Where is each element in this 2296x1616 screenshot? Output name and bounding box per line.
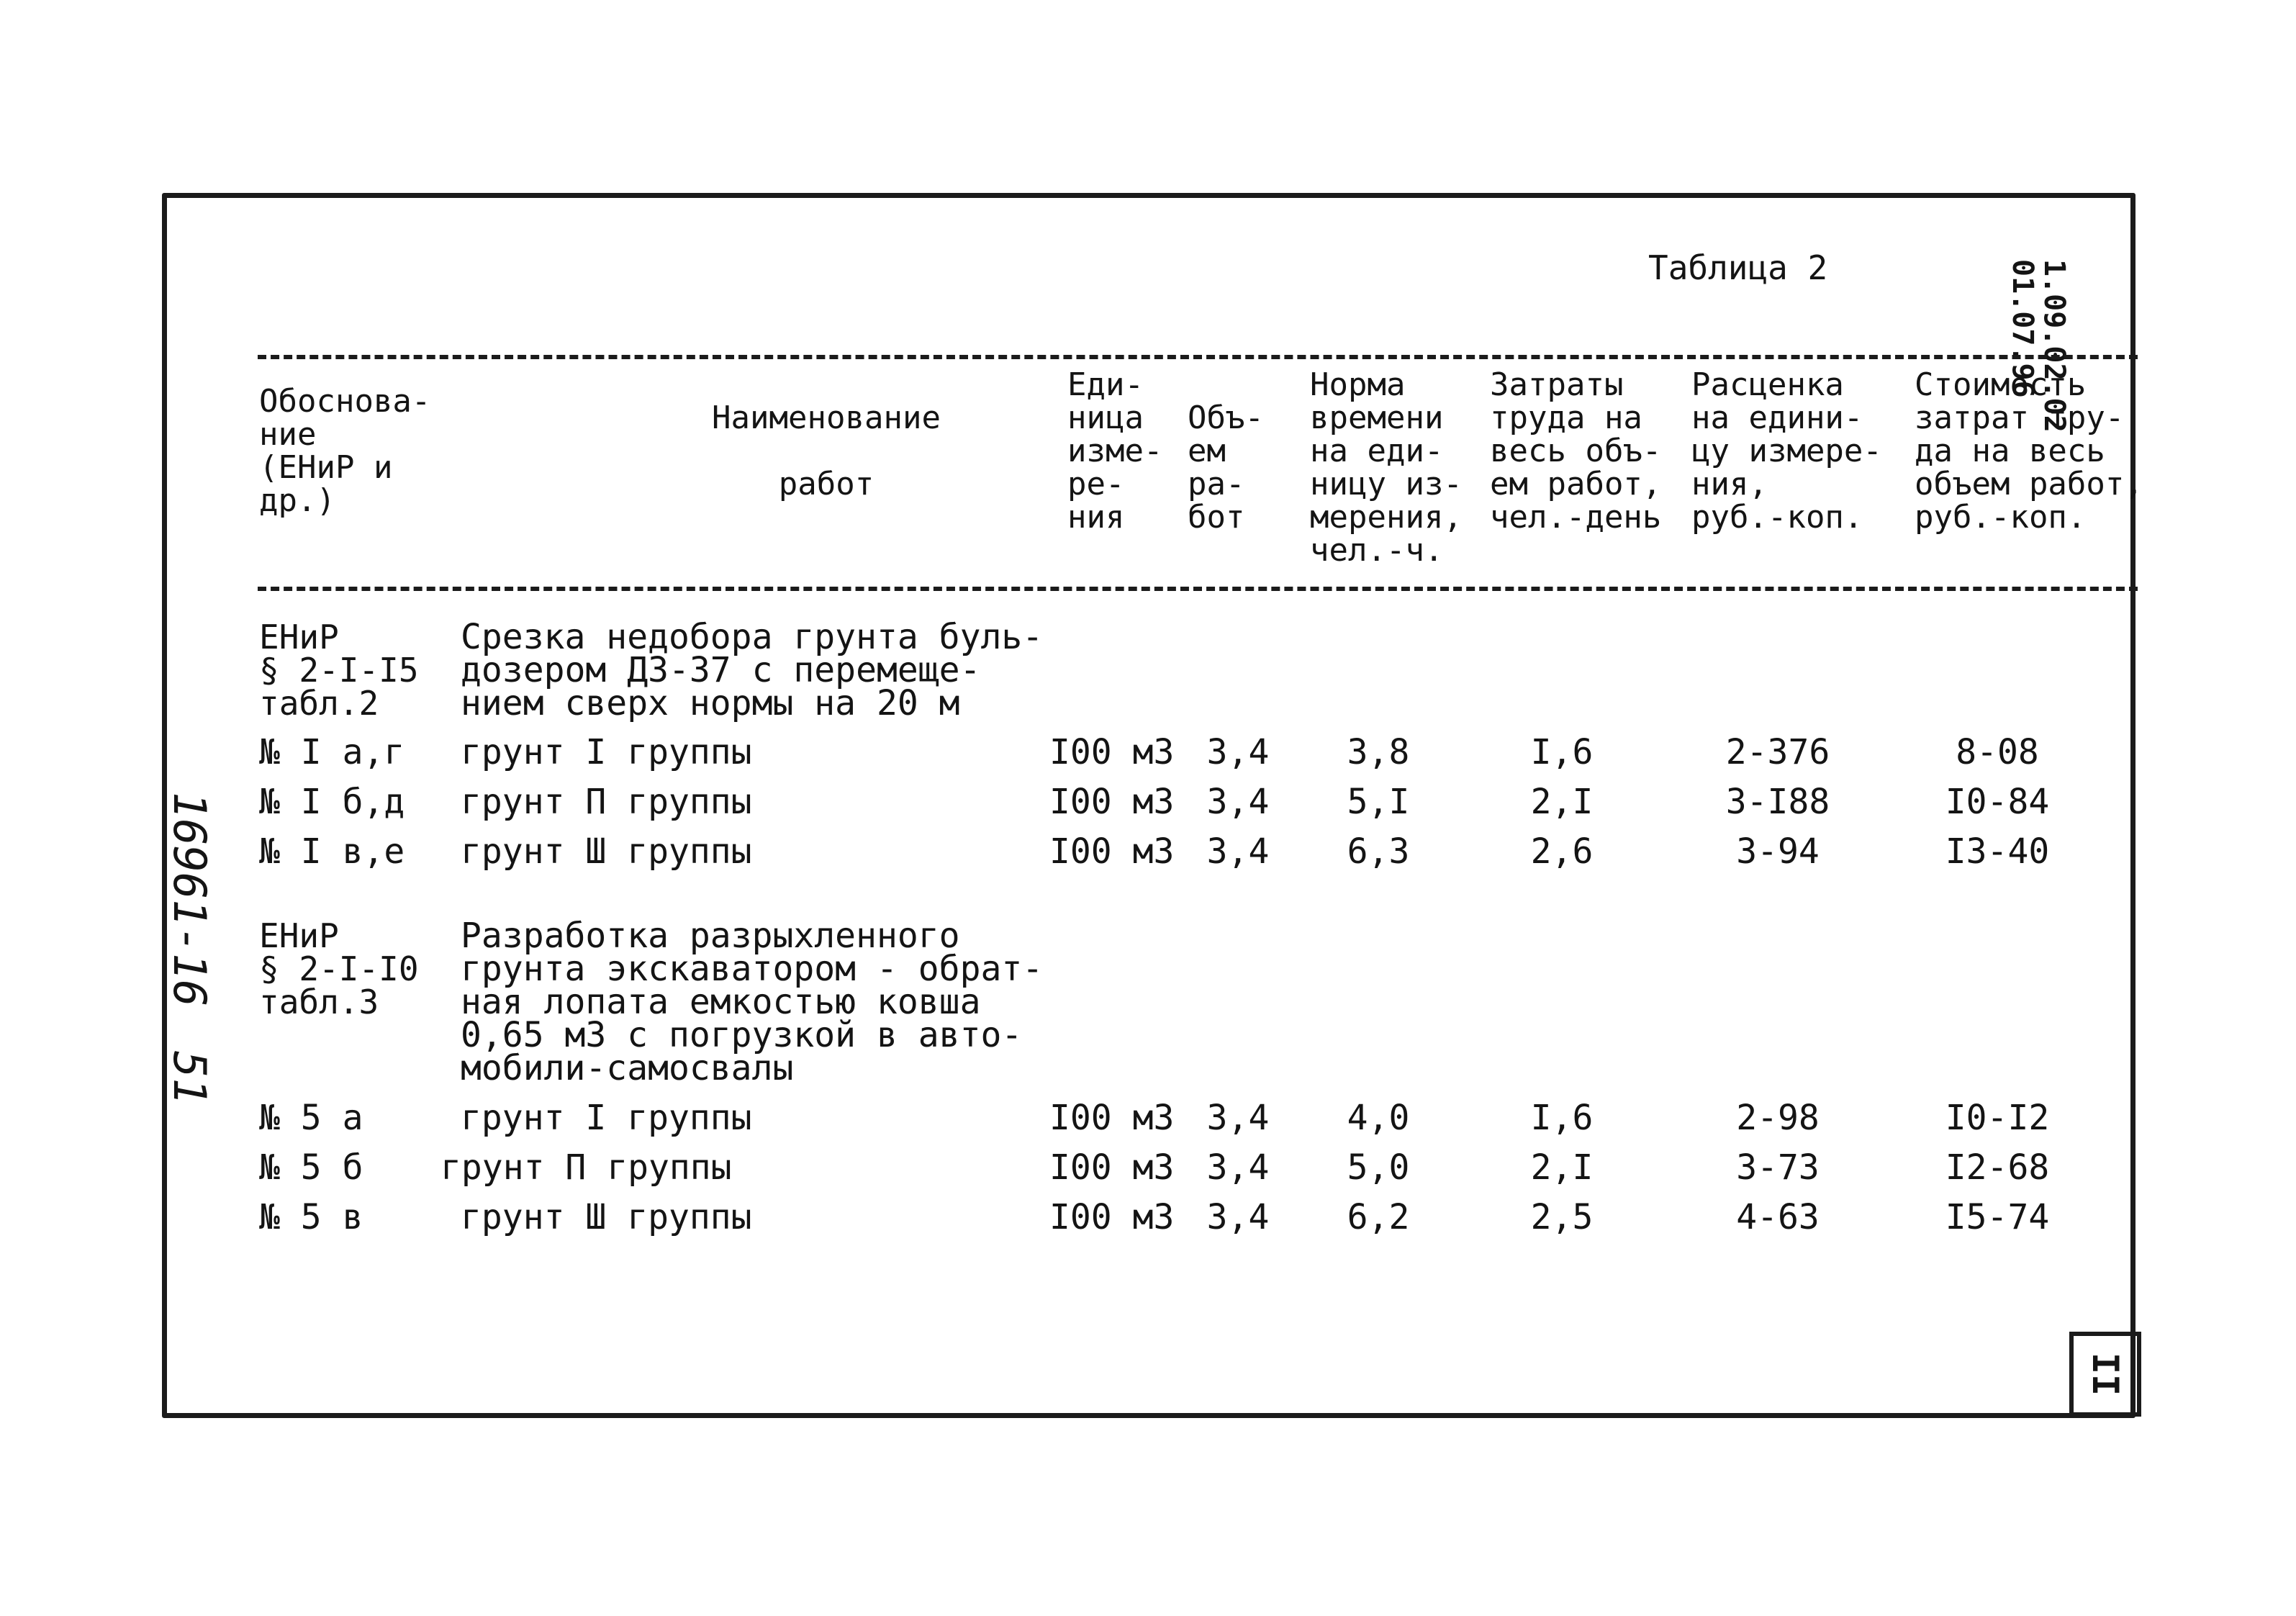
header-line: ния, xyxy=(1691,466,1768,502)
header-line: ницу из- xyxy=(1310,466,1463,502)
basis-line: табл.2 xyxy=(259,684,379,723)
header-line: Наименование xyxy=(712,400,941,436)
description-line: Срезка недобора грунта буль- xyxy=(461,617,1044,657)
header-line: ние xyxy=(259,416,317,453)
page-number: II xyxy=(2084,1352,2126,1396)
row-cost: I0-I2 xyxy=(1945,1098,2050,1138)
header-cost xyxy=(1915,366,2143,536)
row-norm: 6,3 xyxy=(1347,831,1410,872)
row-rate: 4-63 xyxy=(1736,1197,1820,1237)
row-ref: № 5 а xyxy=(259,1098,363,1138)
section-description xyxy=(461,617,1044,723)
row-name: грунт Ш группы xyxy=(461,1197,752,1237)
row-name: грунт Ш группы xyxy=(461,831,752,872)
row-name: грунт П группы xyxy=(440,1147,732,1188)
header-line: ния xyxy=(1067,499,1125,536)
row-rate: 3-73 xyxy=(1736,1147,1820,1188)
row-cost: I5-74 xyxy=(1945,1197,2050,1237)
header-line: Стоимость xyxy=(1915,366,2087,403)
row-cost: 8-08 xyxy=(1956,732,2039,772)
row-rate: 3-94 xyxy=(1736,831,1820,872)
row-volume: 3,4 xyxy=(1206,1197,1270,1237)
basis-line: ЕНиР xyxy=(259,618,339,656)
page-number-box xyxy=(2069,1332,2141,1417)
row-unit: I00 м3 xyxy=(1049,1197,1175,1237)
row-name: грунт I группы xyxy=(461,1098,752,1138)
header-line: ем xyxy=(1188,433,1226,469)
row-ref: № I б,д xyxy=(259,782,405,822)
row-norm: 4,0 xyxy=(1347,1098,1410,1138)
header-rate xyxy=(1691,366,1882,536)
row-cost: I3-40 xyxy=(1945,831,2050,872)
row-unit: I00 м3 xyxy=(1049,831,1175,872)
header-top-divider xyxy=(258,355,2138,359)
section-basis xyxy=(259,916,419,1021)
row-labor: I,6 xyxy=(1530,1098,1594,1138)
description-line: 0,65 м3 с погрузкой в авто- xyxy=(461,1015,1023,1055)
header-line: ница xyxy=(1067,400,1144,436)
basis-line: § 2-I-I0 xyxy=(259,949,419,988)
header-line: Расценка xyxy=(1691,366,1844,403)
row-ref: № 5 в xyxy=(259,1197,363,1237)
row-unit: I00 м3 xyxy=(1049,1147,1175,1188)
row-volume: 3,4 xyxy=(1206,782,1270,822)
header-line: цу измере- xyxy=(1691,433,1882,469)
row-rate: 2-98 xyxy=(1736,1098,1820,1138)
document-stamp xyxy=(2006,259,2071,433)
header-line: ре- xyxy=(1067,466,1125,502)
header-line: руб.-коп. xyxy=(1691,499,1863,536)
margin-note: 51 xyxy=(163,1051,216,1105)
section-basis xyxy=(259,618,419,723)
row-norm: 5,0 xyxy=(1347,1147,1410,1188)
row-cost: I0-84 xyxy=(1945,782,2050,822)
row-name: грунт П группы xyxy=(461,782,752,822)
header-line: времени xyxy=(1310,400,1444,436)
basis-line: ЕНиР xyxy=(259,916,339,955)
header-line: весь объ- xyxy=(1490,433,1662,469)
row-volume: 3,4 xyxy=(1206,831,1270,872)
header-line: руб.-коп. xyxy=(1915,499,2087,536)
header-volume xyxy=(1188,402,1264,534)
stamp-line: 01.07.96 xyxy=(2006,259,2039,398)
description-line: Разработка разрыхленного xyxy=(461,916,960,956)
row-labor: 2,5 xyxy=(1530,1197,1594,1237)
header-line: объем работ, xyxy=(1915,466,2143,502)
row-labor: 2,6 xyxy=(1530,831,1594,872)
table-title: Таблица 2 xyxy=(1648,248,1828,287)
description-line: грунта экскаватором - обрат- xyxy=(461,949,1044,989)
description-line: нием сверх нормы на 20 м xyxy=(461,683,960,723)
description-line: дозером ДЗ-37 с перемеще- xyxy=(461,650,981,690)
header-line: Затраты xyxy=(1490,366,1624,403)
header-line: затрат тру- xyxy=(1915,400,2125,436)
header-line: на едини- xyxy=(1691,400,1863,436)
header-line: бот xyxy=(1188,499,1245,536)
row-norm: 3,8 xyxy=(1347,732,1410,772)
header-line: на еди- xyxy=(1310,433,1444,469)
row-labor: 2,I xyxy=(1530,1147,1594,1188)
header-bottom-divider xyxy=(258,587,2138,591)
header-line: ра- xyxy=(1188,466,1245,502)
row-unit: I00 м3 xyxy=(1049,732,1175,772)
row-ref: № 5 б xyxy=(259,1147,363,1188)
header-line: Объ- xyxy=(1188,400,1264,436)
header-line: ем работ, xyxy=(1490,466,1662,502)
row-rate: 2-376 xyxy=(1725,732,1830,772)
basis-line: § 2-I-I5 xyxy=(259,651,419,690)
header-unit xyxy=(1067,366,1163,536)
header-line: да на весь xyxy=(1915,433,2105,469)
stamp-line: 1.09.02.02 xyxy=(2038,259,2071,433)
basis-line: табл.3 xyxy=(259,983,379,1021)
row-ref: № I в,е xyxy=(259,831,405,872)
header-norm xyxy=(1310,366,1463,569)
header-line: Еди- xyxy=(1067,366,1144,403)
row-rate: 3-I88 xyxy=(1725,782,1830,822)
header-basis xyxy=(259,385,430,518)
header-line: Норма xyxy=(1310,366,1406,403)
description-line: мобили-самосвалы xyxy=(461,1048,794,1088)
section-description xyxy=(461,916,1044,1088)
row-name: грунт I группы xyxy=(461,732,752,772)
header-labor xyxy=(1490,366,1662,536)
row-norm: 5,I xyxy=(1347,782,1410,822)
header-line: работ xyxy=(778,466,874,502)
header-line: Обоснова- xyxy=(259,383,431,420)
row-norm: 6,2 xyxy=(1347,1197,1410,1237)
header-line: др.) xyxy=(259,482,335,519)
header-line: труда на xyxy=(1490,400,1642,436)
row-ref: № I а,г xyxy=(259,732,405,772)
row-volume: 3,4 xyxy=(1206,1147,1270,1188)
header-line: чел.-ч. xyxy=(1310,532,1444,569)
header-line: (ЕНиР и xyxy=(259,449,393,486)
row-unit: I00 м3 xyxy=(1049,782,1175,822)
header-name xyxy=(682,402,970,501)
row-cost: I2-68 xyxy=(1945,1147,2050,1188)
description-line: ная лопата емкостью ковша xyxy=(461,982,981,1022)
row-volume: 3,4 xyxy=(1206,1098,1270,1138)
header-line: чел.-день xyxy=(1490,499,1662,536)
row-unit: I00 м3 xyxy=(1049,1098,1175,1138)
header-line: мерения, xyxy=(1310,499,1463,536)
row-volume: 3,4 xyxy=(1206,732,1270,772)
row-labor: 2,I xyxy=(1530,782,1594,822)
header-line: изме- xyxy=(1067,433,1163,469)
margin-note: 16961-16 xyxy=(163,792,216,1007)
row-labor: I,6 xyxy=(1530,732,1594,772)
